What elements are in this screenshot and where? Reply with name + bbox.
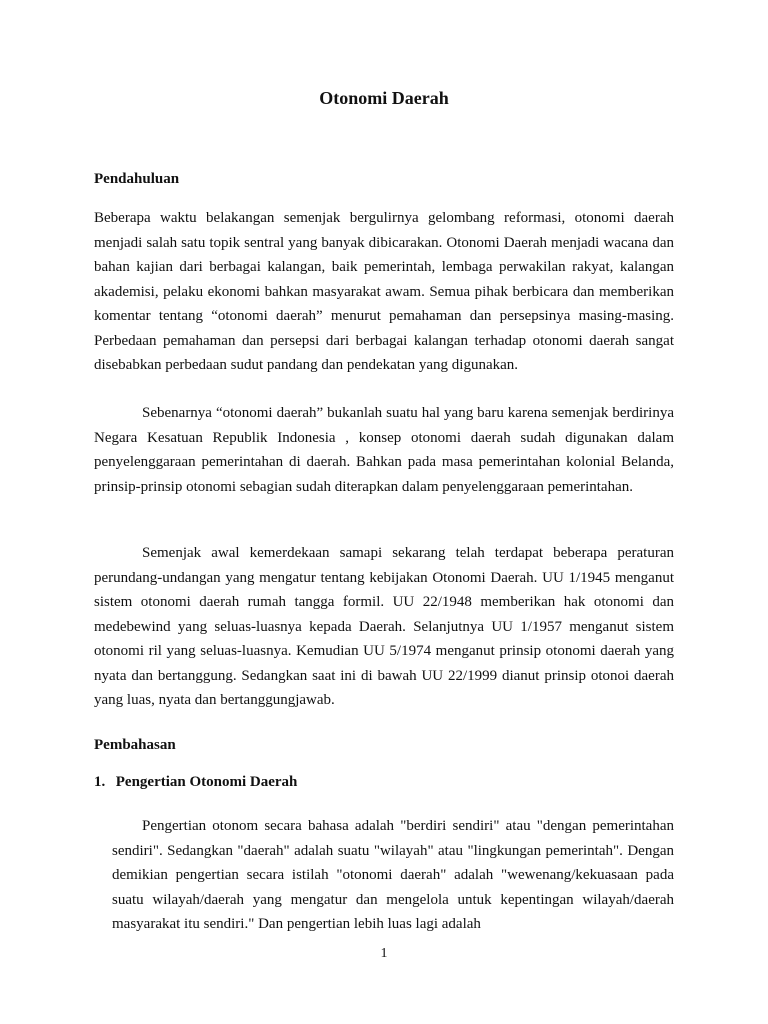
section-1-title: Pengertian Otonomi Daerah (115, 774, 298, 790)
section-1-paragraph: Pengertian otonom secara bahasa adalah "berdiri sendiri" atau "dengan pemerintahan sendiri". Sedangkan "daerah" adalah suatu "wilayah" atau "lingkungan pemerintah". Dengan demikian pengertian secara istilah "otonomi daerah" adalah "wewenang/kekuasaan pada suatu wilayah/daerah yang mengatur dan mengelola untuk kepentingan wilayah/daerah masyarakat itu sendiri." Dan pengertian lebih luas lagi adalah (112, 818, 674, 932)
intro-paragraph-1: Beberapa waktu belakangan semenjak bergulirnya gelombang reformasi, otonomi daerah menjadi salah satu topik sentral yang banyak dibicarakan. Otonomi Daerah menjadi wacana dan bahan kajian dari berbagai kalangan, baik pemerintah, lembaga perwakilan rakyat, kalangan akademisi, pelaku ekonomi bahkan masyarakat awam. Semua pihak berbicara dan memberikan komentar tentang “otonomi daerah” menurut pemahaman dan persepsinya masing-masing. Perbedaan pemahaman dan persepsi dari berbagai kalangan terhadap otonomi daerah sangat disebabkan perbedaan sudut pandang dan pendekatan yang digunakan. (94, 210, 674, 373)
intro-paragraph-2: Sebenarnya “otonomi daerah” bukanlah suatu hal yang baru karena semenjak berdirinya Negara Kesatuan Republik Indonesia , konsep otonomi daerah sudah digunakan dalam penyelenggaraan pemerintahan di daerah. Bahkan pada masa pemerintahan kolonial Belanda, prinsip-prinsip otonomi sebagian sudah diterapkan dalam penyelenggaraan pemerintahan. (94, 405, 674, 495)
intro-heading: Pendahuluan (94, 171, 180, 187)
discussion-heading: Pembahasan (94, 737, 176, 753)
section-1-heading (94, 774, 297, 791)
intro-paragraph-3: Semenjak awal kemerdekaan samapi sekarang telah terdapat beberapa peraturan perundang-undangan yang mengatur tentang kebijakan Otonomi Daerah. UU 1/1945 menganut sistem otonomi daerah rumah tangga formil. UU 22/1948 memberikan hak otonomi dan medebewind yang seluas-luasnya kepada Daerah. Selanjutnya UU 1/1957 menganut sistem otonomi ril yang seluas-luasnya. Kemudian UU 5/1974 menganut prinsip otonomi daerah yang nyata dan bertanggung. Sedangkan saat ini di bawah UU 22/1999 dianut prinsip otonoi daerah yang luas, nyata dan bertanggungjawab. (94, 545, 674, 708)
document-title: Otonomi Daerah (319, 88, 449, 108)
section-1-number: 1. (94, 774, 106, 790)
page-number: 1 (380, 946, 388, 961)
